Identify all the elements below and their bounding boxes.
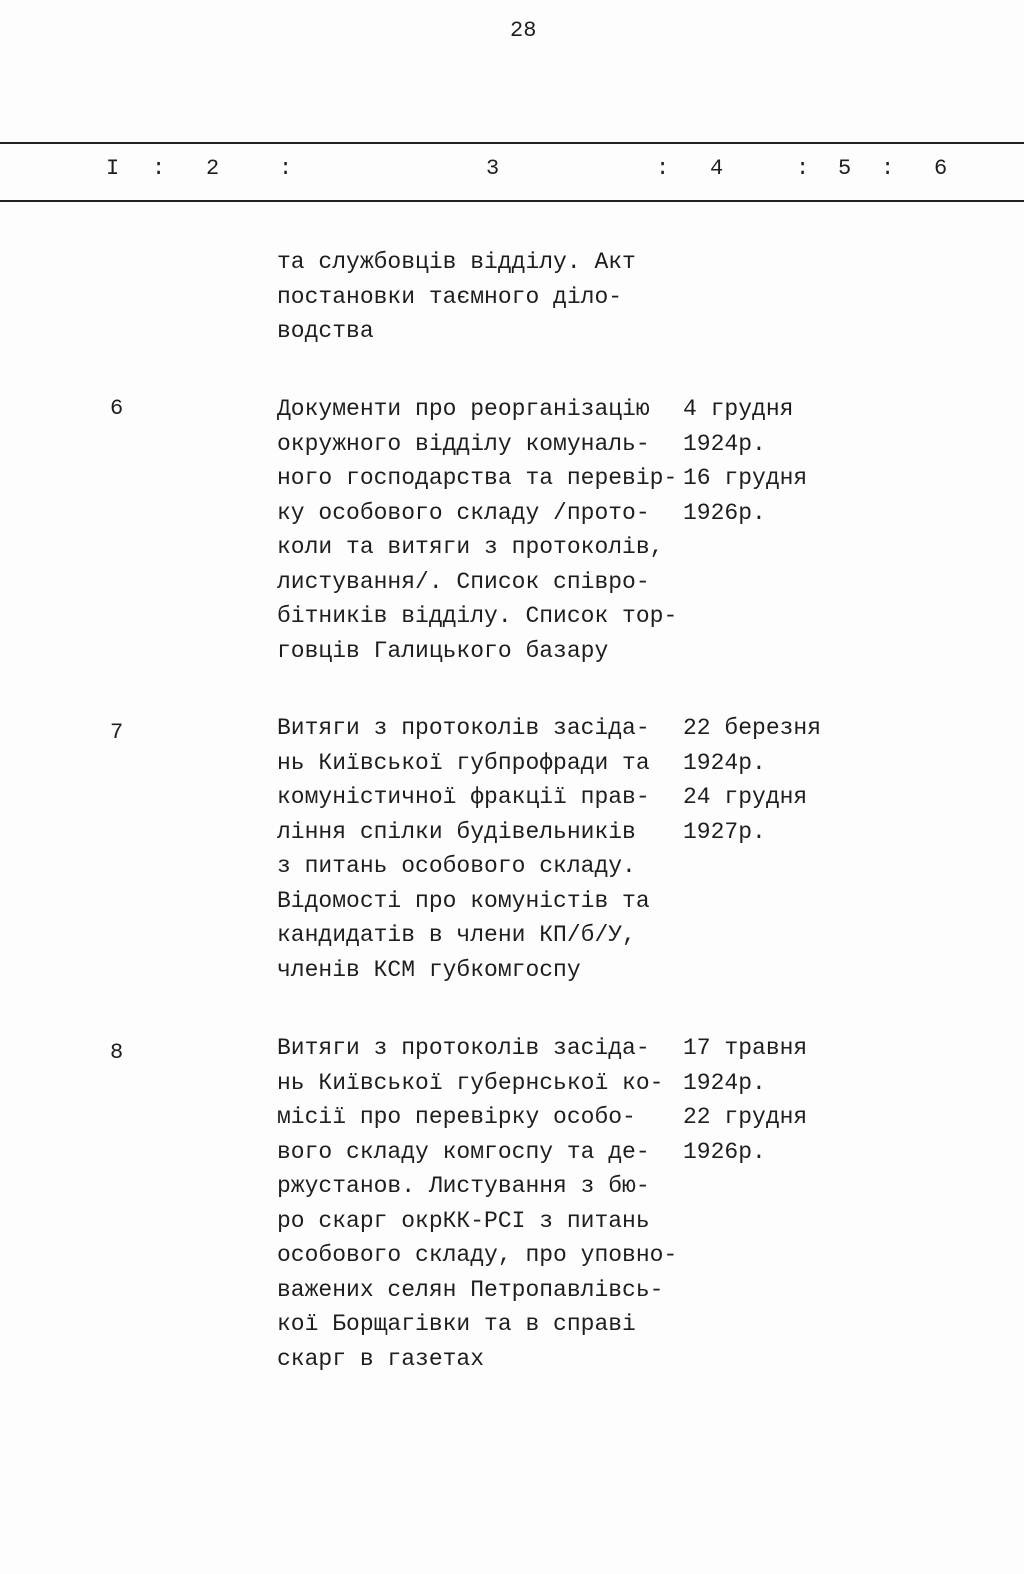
text-line: ління спілки будівельників	[277, 818, 636, 845]
continuation-text	[277, 245, 679, 349]
date-line: 1924р.	[683, 430, 766, 457]
text-line: нь Київської губпрофради та	[277, 749, 650, 776]
date-line: 22 грудня	[683, 1104, 808, 1130]
entry-description	[277, 1031, 679, 1376]
date-line: 1927р.	[683, 818, 766, 845]
header-bottom-rule	[0, 200, 1024, 202]
entry-description	[277, 392, 679, 668]
text-line: нь Київської губернської ко-	[277, 1069, 664, 1096]
text-line: особового складу, про уповно-	[277, 1242, 678, 1268]
date-line: 24 грудня	[683, 784, 808, 810]
entry-description	[277, 711, 679, 987]
text-line: членів КСМ губкомгоспу	[277, 956, 581, 983]
text-line: листування/. Список співро-	[277, 568, 650, 595]
text-line: ро скарг окрКК-РСІ з питань	[277, 1207, 650, 1234]
column-header: 5	[838, 156, 852, 181]
text-line: Витяги з протоколів засіда-	[277, 715, 650, 741]
date-line: 16 грудня	[683, 465, 808, 491]
date-line: 22 березня	[683, 715, 822, 741]
date-line: 4 грудня	[683, 396, 794, 422]
text-line: коли та витяги з протоколів,	[277, 534, 664, 560]
column-header: 2	[206, 156, 220, 181]
text-line: кандидатів в члени КП/б/У,	[277, 922, 636, 948]
header-top-rule	[0, 142, 1024, 144]
page-number: 28	[510, 18, 537, 43]
entry-number: 7	[110, 720, 124, 745]
entry-number: 6	[110, 396, 124, 421]
text-line: вого складу комгоспу та де-	[277, 1138, 650, 1165]
column-separator: :	[279, 156, 293, 181]
column-separator: :	[881, 156, 895, 181]
text-line: місії про перевірку особо-	[277, 1104, 636, 1130]
text-line: та службовців відділу. Акт	[277, 249, 636, 275]
text-line: кої Борщагівки та в справі	[277, 1311, 636, 1337]
text-line: говців Галицького базару	[277, 637, 609, 664]
text-line: постановки таємного діло-	[277, 283, 623, 310]
text-line: Відомості про комуністів та	[277, 887, 650, 914]
date-line: 1926р.	[683, 499, 766, 526]
column-separator: :	[656, 156, 670, 181]
text-line: ного господарства та перевір-	[277, 465, 678, 491]
text-line: ку особового складу /прото-	[277, 499, 650, 526]
text-line: важених селян Петропавлівсь-	[277, 1276, 664, 1303]
column-separator: :	[152, 156, 166, 181]
date-line: 17 травня	[683, 1035, 808, 1061]
column-header: 4	[710, 156, 724, 181]
entry-number: 8	[110, 1040, 124, 1065]
entry-dates	[683, 1031, 883, 1169]
date-line: 1924р.	[683, 1069, 766, 1096]
column-header: 6	[934, 156, 948, 181]
column-header: I	[106, 156, 120, 181]
text-line: окружного відділу комуналь-	[277, 430, 650, 457]
column-separator: :	[796, 156, 810, 181]
date-line: 1926р.	[683, 1138, 766, 1165]
text-line: з питань особового складу.	[277, 853, 636, 879]
text-line: комуністичної фракції прав-	[277, 784, 650, 810]
text-line: Витяги з протоколів засіда-	[277, 1035, 650, 1061]
entry-dates	[683, 711, 883, 849]
date-line: 1924р.	[683, 749, 766, 776]
text-line: Документи про реорганізацію	[277, 396, 650, 422]
column-header: 3	[486, 156, 500, 181]
text-line: ржустанов. Листування з бю-	[277, 1173, 650, 1199]
text-line: скарг в газетах	[277, 1345, 485, 1372]
entry-dates	[683, 392, 883, 530]
text-line: бітників відділу. Список тор-	[277, 603, 678, 629]
text-line: водства	[277, 318, 374, 344]
